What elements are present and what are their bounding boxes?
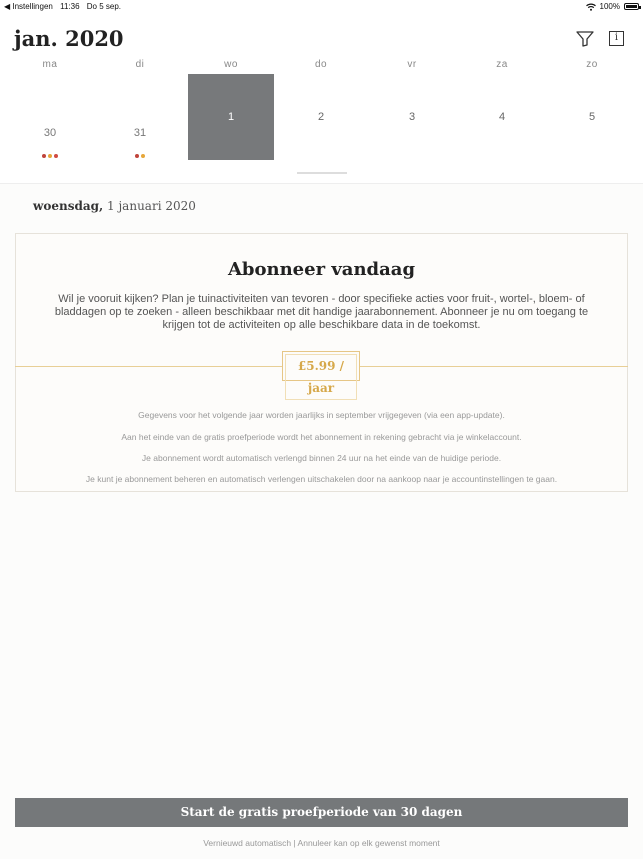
activity-dot [42,154,46,158]
day-number: 31 [133,127,147,139]
activity-dots [7,154,93,158]
calendar-drag-handle[interactable] [297,172,347,174]
activity-dot [48,154,52,158]
activity-dots [97,154,183,158]
auto-renew-note: Vernieuwd automatisch | Annuleer kan op elk gewenst moment [203,838,440,848]
month-title: jan. 2020 [14,26,124,51]
subscription-note: Aan het einde van de gratis proefperiode wordt het abonnement in rekening gebracht via je winkelaccount. [121,432,522,442]
calendar-day-1-selected[interactable] [188,74,274,160]
subscription-description: Wil je vooruit kijken? Plan je tuinactiviteiten van tevoren - door specifieke acties voor fruit-, wortel-, bloem- of bladdagen op te zoeken - alleen beschikbaar met dit handige jaarabonnement. Abonneer je nu om toegang te krijgen tot de activiteiten op alle beschikbare data in de toekomst. [54,293,589,331]
battery-percentage: 100% [599,2,620,11]
selected-weekday: woensdag, [33,199,104,213]
weekday-label: di [135,59,145,70]
back-to-settings-link[interactable]: ◀ Instellingen [4,2,53,11]
calendar-day-31[interactable] [97,74,183,160]
day-number: 1 [227,111,235,123]
price-label: £5.99 / jaar [285,354,357,400]
selected-date-heading [33,199,196,213]
status-bar [0,0,643,14]
weekday-label: zo [586,59,598,70]
day-number: 4 [498,111,506,123]
status-time: 11:36 [60,2,80,11]
battery-icon [624,3,639,10]
weekday-label: wo [224,59,238,70]
subscription-note: Je kunt je abonnement beheren en automatisch verlengen uitschakelen door na aankoop naar je accountinstellingen te gaan. [85,474,558,484]
start-trial-button[interactable]: Start de gratis proefperiode van 30 dagen [15,798,628,827]
price-badge[interactable] [282,351,360,395]
subscription-note: Gegevens voor het volgende jaar worden jaarlijks in september vrijgegeven (via een app-update). [138,410,505,420]
status-date: Do 5 sep. [86,2,122,11]
subscription-title: Abonneer vandaag [227,259,416,280]
weekday-label: vr [407,59,417,70]
wifi-icon [586,3,596,11]
weekday-label: ma [42,59,58,70]
calendar-day-2[interactable] [278,74,364,160]
calendar-day-4[interactable] [459,74,545,160]
day-number: 30 [43,127,57,139]
activity-dot [54,154,58,158]
info-icon[interactable]: i [609,31,624,46]
calendar-day-30[interactable] [7,74,93,160]
activity-dot [141,154,145,158]
calendar-day-3[interactable] [369,74,455,160]
subscription-note: Je abonnement wordt automatisch verlengd binnen 24 uur na het einde van de huidige periode. [141,453,502,463]
selected-date: 1 januari 2020 [107,199,196,213]
weekday-label: za [496,59,508,70]
day-number: 2 [317,111,325,123]
activity-dot [135,154,139,158]
weekday-label: do [314,59,328,70]
calendar-day-5[interactable] [549,74,635,160]
day-number: 3 [408,111,416,123]
day-number: 5 [588,111,596,123]
battery-fill [626,5,637,8]
filter-icon[interactable] [576,31,594,47]
